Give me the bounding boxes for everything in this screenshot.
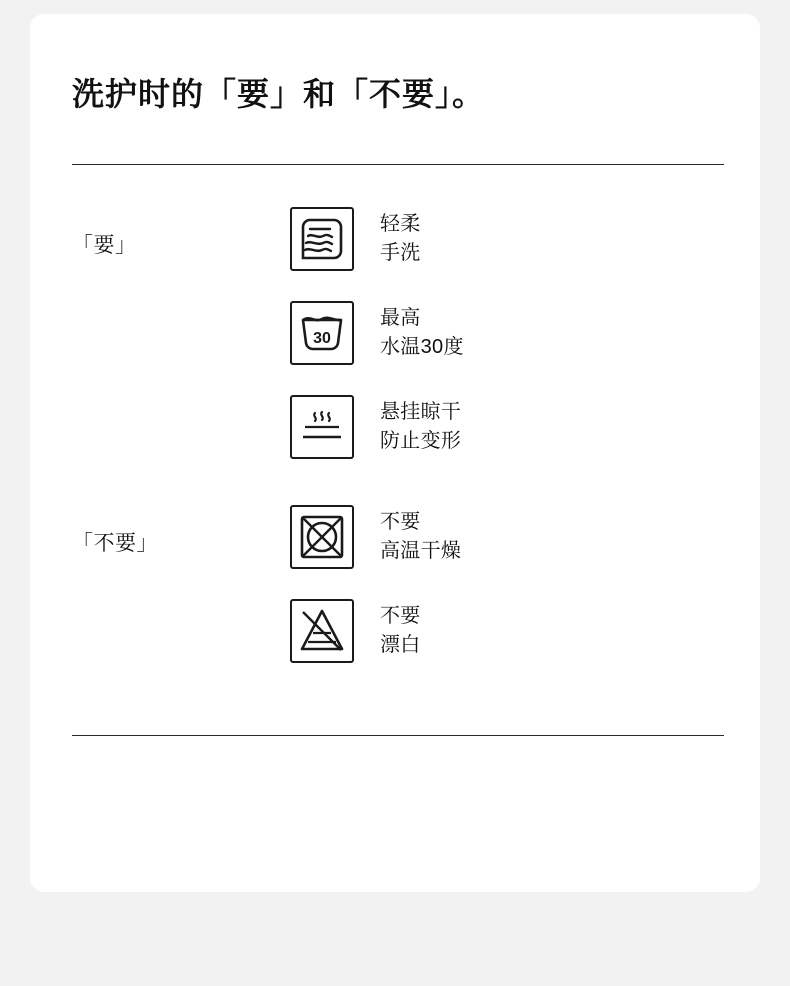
divider-bottom (72, 735, 724, 736)
section-dont-label: 「不要」 (72, 531, 158, 555)
no-tumble-dry-icon (290, 505, 354, 569)
care-row-text (380, 602, 421, 660)
care-row-wash-30 (290, 301, 724, 365)
page-title: 洗护时的「要」和「不要」。 (72, 76, 486, 112)
care-row-line2: 水温30度 (380, 335, 464, 358)
section-do (72, 207, 724, 459)
divider-top (72, 164, 724, 165)
care-row-hand-wash (290, 207, 724, 271)
care-row-line-dry (290, 395, 724, 459)
care-row-text (380, 508, 461, 566)
care-row-line1: 不要 (380, 510, 421, 533)
care-row-line2: 手洗 (380, 241, 421, 264)
care-row-text (380, 210, 421, 268)
care-row-text (380, 398, 461, 456)
line-dry-icon (290, 395, 354, 459)
wash-30-degrees-icon (290, 301, 354, 365)
care-row-line1: 轻柔 (380, 212, 421, 235)
care-instructions-card (30, 14, 760, 892)
care-row-line2: 防止变形 (380, 429, 462, 452)
care-row-line1: 最高 (380, 306, 421, 329)
section-dont-rows (290, 505, 724, 663)
no-bleach-icon (290, 599, 354, 663)
care-row-text (380, 304, 464, 362)
section-dont (72, 505, 724, 663)
hand-wash-icon (290, 207, 354, 271)
section-do-label: 「要」 (72, 233, 137, 257)
wash-temperature-value: 30 (313, 329, 331, 347)
care-row-line1: 悬挂晾干 (380, 400, 462, 423)
section-do-rows (290, 207, 724, 459)
care-row-line1: 不要 (380, 604, 421, 627)
care-row-line2: 漂白 (380, 633, 421, 656)
care-row-no-bleach (290, 599, 724, 663)
spacer (72, 663, 724, 735)
card-content (72, 74, 724, 736)
care-row-line2: 高温干燥 (380, 539, 462, 562)
care-row-no-tumble-dry (290, 505, 724, 569)
